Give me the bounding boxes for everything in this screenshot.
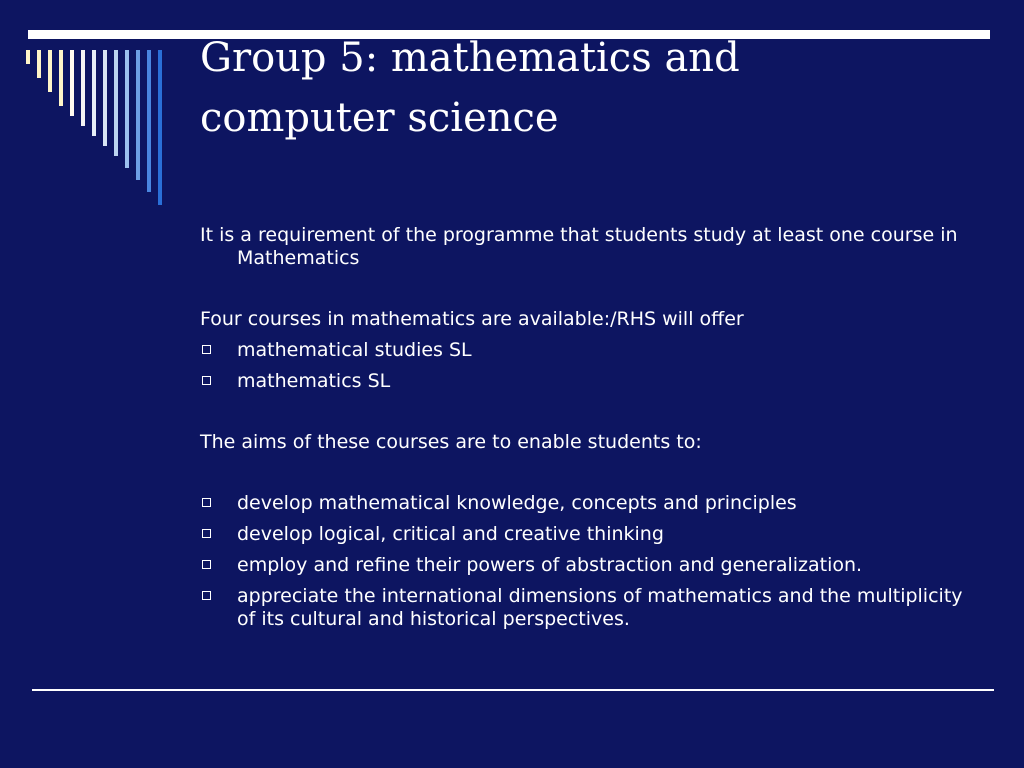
decorative-stripe <box>114 50 118 156</box>
aim-bullet-item <box>200 492 970 515</box>
decorative-stripe <box>125 50 129 168</box>
spacer <box>200 515 970 523</box>
course-bullet-item <box>200 339 970 362</box>
decorative-stripes <box>24 50 174 210</box>
decorative-stripe <box>59 50 63 106</box>
spacer <box>200 362 970 370</box>
hollow-square-bullet-icon <box>202 345 211 354</box>
course-label: mathematics SL <box>237 370 391 392</box>
hollow-square-bullet-icon <box>202 529 211 538</box>
spacer <box>200 270 970 308</box>
intro-paragraph: It is a requirement of the programme that students study at least one course in Mathematics <box>200 224 958 269</box>
spacer <box>200 577 970 585</box>
spacer <box>200 331 970 339</box>
courses-heading: Four courses in mathematics are available:/RHS will offer <box>200 308 744 330</box>
slide-body <box>200 224 970 631</box>
slide-title-line-2: computer science <box>200 95 559 141</box>
decorative-stripe <box>70 50 74 116</box>
aim-bullet-item <box>200 523 970 546</box>
aim-bullet-item <box>200 554 970 577</box>
slide-title <box>200 28 980 148</box>
aim-bullet-item <box>200 585 970 631</box>
decorative-stripe <box>136 50 140 180</box>
course-label: mathematical studies SL <box>237 339 472 361</box>
aim-label: develop logical, critical and creative thinking <box>237 523 664 545</box>
course-bullet-item <box>200 370 970 393</box>
spacer <box>200 393 970 431</box>
decorative-stripe <box>26 50 30 64</box>
decorative-stripe <box>103 50 107 146</box>
spacer <box>200 546 970 554</box>
slide-title-line-1: Group 5: mathematics and <box>200 35 740 81</box>
decorative-stripe <box>147 50 151 192</box>
aims-heading: The aims of these courses are to enable students to: <box>200 431 702 453</box>
hollow-square-bullet-icon <box>202 498 211 507</box>
bottom-divider-line <box>32 689 994 691</box>
hollow-square-bullet-icon <box>202 591 211 600</box>
aim-label: develop mathematical knowledge, concepts and principles <box>237 492 797 514</box>
hollow-square-bullet-icon <box>202 376 211 385</box>
spacer <box>200 454 970 492</box>
aim-label: appreciate the international dimensions of mathematics and the multiplicity of its cultural and historical perspectives. <box>237 585 963 630</box>
decorative-stripe <box>48 50 52 92</box>
decorative-stripe <box>81 50 85 126</box>
decorative-stripe <box>158 50 162 205</box>
hollow-square-bullet-icon <box>202 560 211 569</box>
aim-label: employ and refine their powers of abstraction and generalization. <box>237 554 863 576</box>
decorative-stripe <box>92 50 96 136</box>
decorative-stripe <box>37 50 41 78</box>
